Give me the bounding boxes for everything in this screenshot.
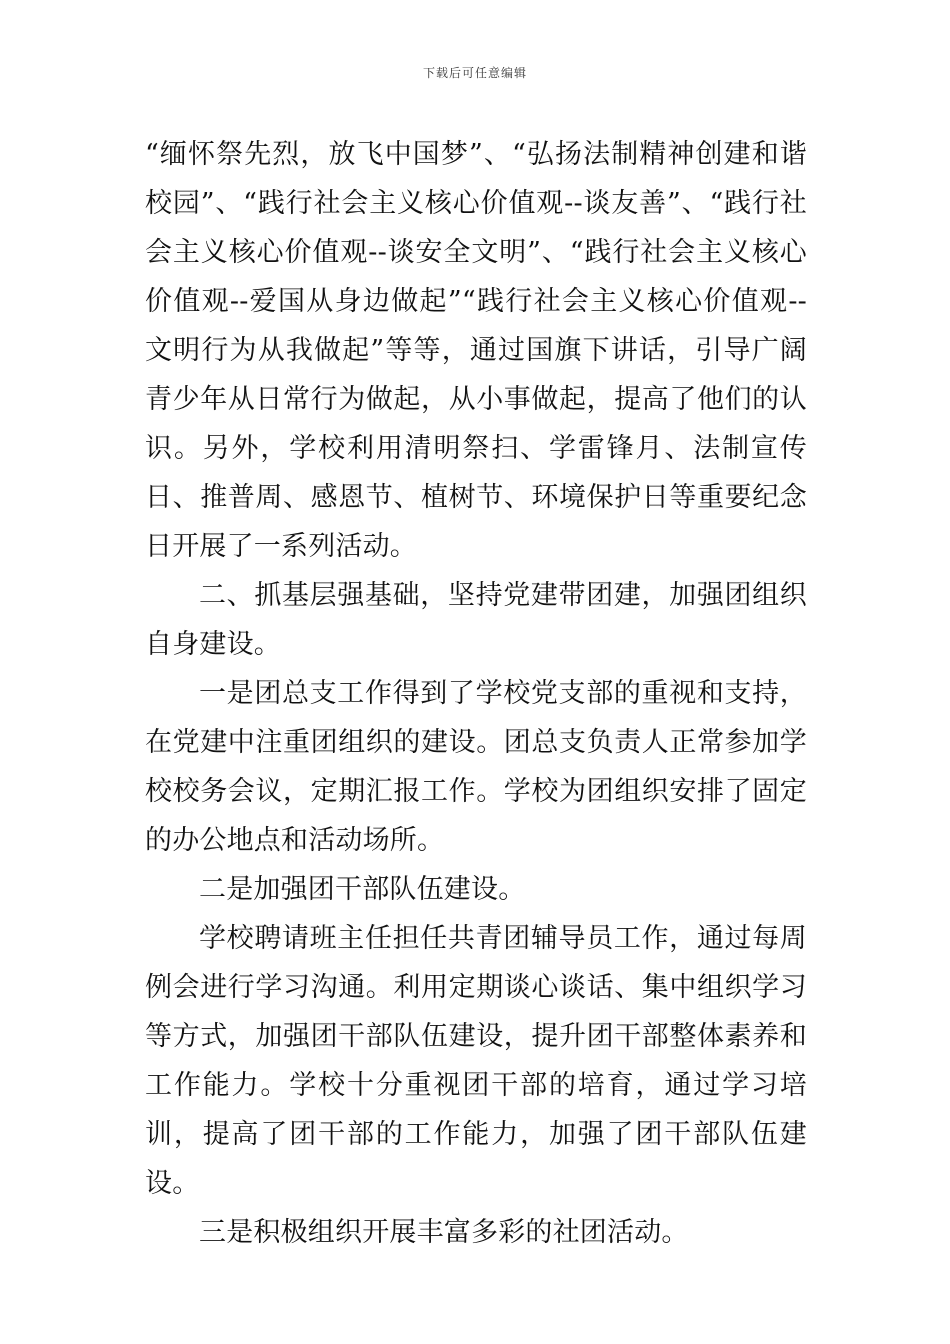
document-body [145, 130, 807, 1257]
paragraph-3: 一是团总支工作得到了学校党支部的重视和支持，在党建中注重团组织的建设。团总支负责人正常参加学校校务会议，定期汇报工作。学校为团组织安排了固定的办公地点和活动场所。 [145, 678, 807, 856]
paragraph-5: 学校聘请班主任担任共青团辅导员工作，通过每周例会进行学习沟通。利用定期谈心谈话、集中组织学习等方式，加强团干部队伍建设，提升团干部整体素养和工作能力。学校十分重视团干部的培育，通过学习培训，提高了团干部的工作能力，加强了团干部队伍建设。 [145, 923, 807, 1199]
paragraph-1: “缅怀祭先烈，放飞中国梦”、“弘扬法制精神创建和谐校园”、“践行社会主义核心价值观--谈友善”、“践行社会主义核心价值观--谈安全文明”、“践行社会主义核心价值观--爱国从身边做起”“践行社会主义核心价值观--文明行为从我做起”等等，通过国旗下讲话，引导广阔青少年从日常行为做起，从小事做起，提高了他们的认识。另外，学校利用清明祭扫、学雷锋月、法制宣传日、推普周、感恩节、植树节、环境保护日等重要纪念日开展了一系列活动。 [145, 139, 807, 562]
paragraph-4: 二是加强团干部队伍建设。 [199, 874, 526, 905]
paragraph-2: 二、抓基层强基础，坚持党建带团建，加强团组织自身建设。 [145, 580, 807, 660]
paragraph-6: 三是积极组织开展丰富多彩的社团活动。 [199, 1217, 689, 1248]
page-header-note: 下载后可任意编辑 [422, 66, 527, 80]
